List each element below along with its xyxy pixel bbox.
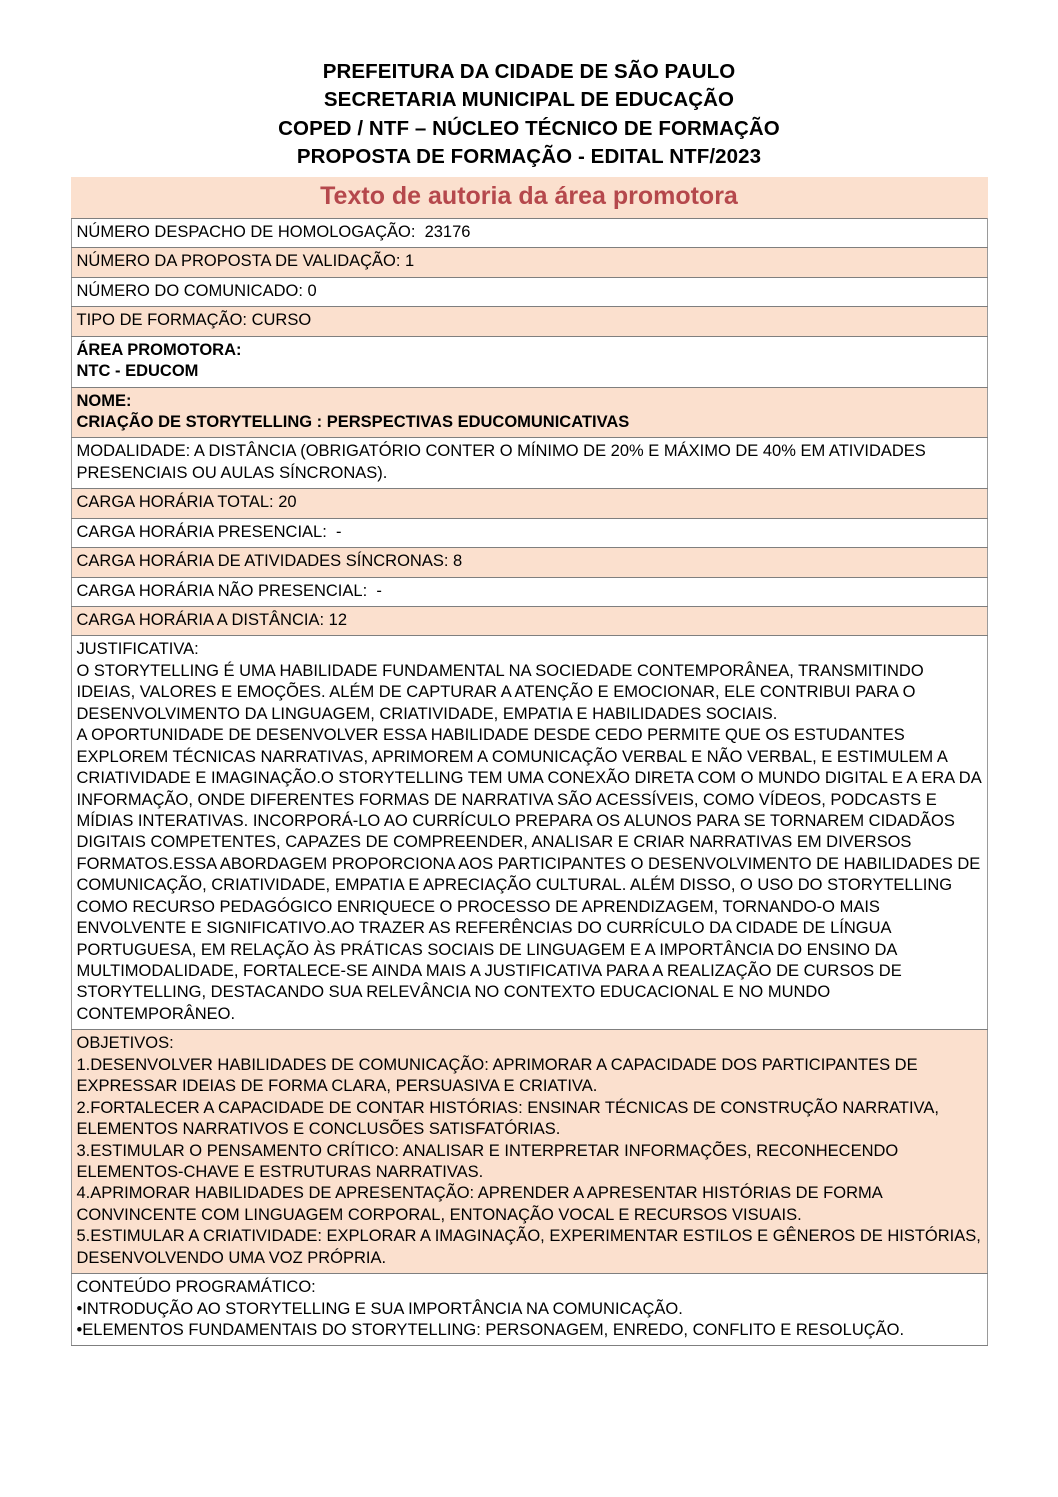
- field-carga-horaria-presencial: [71, 518, 987, 547]
- field-objetivos-line: 5.ESTIMULAR A CRIATIVIDADE: EXPLORAR A IMAGINAÇÃO, EXPERIMENTAR ESTILOS E GÊNEROS DE HISTÓRIAS, DESENVOLVENDO UMA VOZ PRÓPRIA.: [76, 1227, 986, 1267]
- field-carga-horaria-a-distancia-line: CARGA HORÁRIA A DISTÂNCIA: 12: [76, 611, 348, 629]
- header-line-3: COPED / NTF – NÚCLEO TÉCNICO DE FORMAÇÃO: [278, 116, 780, 140]
- header-line-2: SECRETARIA MUNICIPAL DE EDUCAÇÃO: [323, 88, 735, 112]
- field-area-promotora-line: NTC - EDUCOM: [76, 362, 199, 381]
- table-row: [71, 307, 987, 336]
- table-row: [71, 548, 987, 577]
- field-numero-despacho-homologacao-line: NÚMERO DESPACHO DE HOMOLOGAÇÃO: 23176: [76, 222, 471, 241]
- table-row: [71, 248, 987, 277]
- field-tipo-de-formacao: [71, 307, 987, 336]
- field-conteudo-programatico-line: •ELEMENTOS FUNDAMENTAIS DO STORYTELLING: PERSONAGEM, ENREDO, CONFLITO E RESOLUÇÃO.: [76, 1321, 905, 1339]
- field-carga-horaria-a-distancia: [71, 607, 987, 636]
- field-carga-horaria-atividades-sincronas: [71, 548, 987, 577]
- field-area-promotora-line: ÁREA PROMOTORA:: [76, 340, 242, 359]
- table-row: [71, 277, 987, 306]
- field-objetivos-line: OBJETIVOS:: [76, 1034, 174, 1053]
- field-conteudo-programatico-line: CONTEÚDO PROGRAMÁTICO:: [76, 1278, 316, 1297]
- table-row: [71, 438, 987, 489]
- field-nome-da-formacao-line: CRIAÇÃO DE STORYTELLING : PERSPECTIVAS EDUCOMUNICATIVAS: [76, 412, 630, 431]
- field-conteudo-programatico: [71, 1274, 987, 1346]
- field-justificativa-line: O STORYTELLING É UMA HABILIDADE FUNDAMENTAL NA SOCIEDADE CONTEMPORÂNEA, TRANSMITINDO IDEIAS, VALORES E EMOÇÕES. ALÉM DE CAPTURAR A ATENÇÃO E EMOCIONAR, ELE CONTRIBUI PARA O DESENVOLVIMENTO DA LINGUAGEM, CRIATIVIDADE, EMPATIA E HABILIDADES SOCIAIS.: [76, 661, 929, 723]
- field-carga-horaria-atividades-sincronas-line: CARGA HORÁRIA DE ATIVIDADES SÍNCRONAS: 8: [76, 552, 463, 571]
- table-row: [71, 607, 987, 636]
- table-row: [71, 577, 987, 606]
- field-carga-horaria-total: [71, 489, 987, 518]
- field-carga-horaria-nao-presencial-line: CARGA HORÁRIA NÃO PRESENCIAL: -: [76, 581, 382, 600]
- document-header: [0, 58, 1058, 171]
- table-row: [71, 489, 987, 518]
- field-numero-despacho-homologacao: [71, 218, 987, 247]
- field-numero-comunicado-line: NÚMERO DO COMUNICADO: 0: [76, 281, 317, 300]
- field-conteudo-programatico-line: •INTRODUÇÃO AO STORYTELLING E SUA IMPORTÂNCIA NA COMUNICAÇÃO.: [76, 1299, 683, 1318]
- field-objetivos-line: 3.ESTIMULAR O PENSAMENTO CRÍTICO: ANALISAR E INTERPRETAR INFORMAÇÕES, RECONHECENDO ELEMENTOS-CHAVE E ESTRUTURAS NARRATIVAS.: [76, 1141, 903, 1181]
- proposal-form-table: [71, 218, 988, 1347]
- table-row: [71, 387, 987, 438]
- field-objetivos: [71, 1030, 987, 1274]
- field-justificativa-line: JUSTIFICATIVA:: [76, 640, 199, 659]
- field-objetivos-line: 2.FORTALECER A CAPACIDADE DE CONTAR HISTÓRIAS: ENSINAR TÉCNICAS DE CONSTRUÇÃO NARRATIVA, ELEMENTOS NARRATIVOS E CONCLUSÕES SATISFATÓRIAS.: [76, 1098, 944, 1139]
- header-line-1: PREFEITURA DA CIDADE DE SÃO PAULO: [322, 60, 736, 83]
- field-objetivos-line: 4.APRIMORAR HABILIDADES DE APRESENTAÇÃO: APRENDER A APRESENTAR HISTÓRIAS DE FORMA CONVINCENTE COM LINGUAGEM CORPORAL, ENTONAÇÃO VOCAL E RECURSOS VISUAIS.: [76, 1184, 887, 1224]
- section-banner: [71, 177, 988, 218]
- field-tipo-de-formacao-line: TIPO DE FORMAÇÃO: CURSO: [76, 311, 312, 330]
- banner-title: Texto de autoria da área promotora: [320, 182, 738, 211]
- field-nome-da-formacao-line: NOME:: [76, 391, 132, 410]
- table-row: [71, 1274, 987, 1346]
- table-row: [71, 518, 987, 547]
- field-carga-horaria-presencial-line: CARGA HORÁRIA PRESENCIAL: -: [76, 522, 342, 541]
- field-modalidade: [71, 438, 987, 489]
- field-numero-proposta-validacao: [71, 248, 987, 277]
- field-justificativa-line: A OPORTUNIDADE DE DESENVOLVER ESSA HABILIDADE DESDE CEDO PERMITE QUE OS ESTUDANTES EXPLOREM TÉCNICAS NARRATIVAS, APRIMOREM A COMUNICAÇÃO VERBAL E NÃO VERBAL, E ESTIMULEM A CRIATIVIDADE E IMAGINAÇÃO.O STORYTELLING TEM UMA CONEXÃO DIRETA COM O MUNDO DIGITAL E A ERA DA INFORMAÇÃO, ONDE DIFERENTES FORMAS DE NARRATIVA SÃO ACESSÍVEIS, COMO VÍDEOS, PODCASTS E MÍDIAS INTERATIVAS. INCORPORÁ-LO AO CURRÍCULO PREPARA OS ALUNOS PARA SE TORNAREM CIDADÃOS DIGITAIS COMPETENTES, CAPAZES DE COMPREENDER, ANALISAR E CRIAR NARRATIVAS EM DIVERSOS FORMATOS.ESSA ABORDAGEM PROPORCIONA AOS PARTICIPANTES O DESENVOLVIMENTO DE HABILIDADES DE COMUNICAÇÃO, CRIATIVIDADE, EMPATIA E APRECIAÇÃO CULTURAL. ALÉM DISSO, O USO DO STORYTELLING COMO RECURSO PEDAGÓGICO ENRIQUECE O PROCESSO DE APRENDIZAGEM, TORNANDO-O MAIS ENVOLVENTE E SIGNIFICATIVO.AO TRAZER AS REFERÊNCIAS DO CURRÍCULO DA CIDADE DE LÍNGUA PORTUGUESA, EM RELAÇÃO ÀS PRÁTICAS SOCIAIS DE LINGUAGEM E A IMPORTÂNCIA DO ENSINO DA MULTIMODALIDADE, FORTALECE-SE AINDA MAIS A JUSTIFICATIVA PARA A REALIZAÇÃO DE CURSOS DE STORYTELLING, DESTACANDO SUA RELEVÂNCIA NO CONTEXTO EDUCACIONAL E NO MUNDO CONTEMPORÂNEO.: [76, 726, 986, 1023]
- field-area-promotora: [71, 336, 987, 387]
- table-row: [71, 1030, 987, 1274]
- field-justificativa: [71, 636, 987, 1030]
- table-row: [71, 218, 987, 247]
- field-modalidade-line: MODALIDADE: A DISTÂNCIA (OBRIGATÓRIO CONTER O MÍNIMO DE 20% E MÁXIMO DE 40% EM ATIVIDADES PRESENCIAIS OU AULAS SÍNCRONAS).: [76, 442, 931, 482]
- field-carga-horaria-total-line: CARGA HORÁRIA TOTAL: 20: [76, 493, 297, 512]
- table-row: [71, 636, 987, 1030]
- header-line-4: PROPOSTA DE FORMAÇÃO - EDITAL NTF/2023: [296, 144, 762, 168]
- table-row: [71, 336, 987, 387]
- field-objetivos-line: 1.DESENVOLVER HABILIDADES DE COMUNICAÇÃO: APRIMORAR A CAPACIDADE DOS PARTICIPANTES DE EXPRESSAR IDEIAS DE FORMA CLARA, PERSUASIVA E CRIATIVA.: [76, 1055, 923, 1096]
- field-numero-proposta-validacao-line: NÚMERO DA PROPOSTA DE VALIDAÇÃO: 1: [76, 252, 415, 271]
- field-nome-da-formacao: [71, 387, 987, 438]
- field-carga-horaria-nao-presencial: [71, 577, 987, 606]
- field-numero-comunicado: [71, 277, 987, 306]
- proposal-form-body: [71, 218, 987, 1346]
